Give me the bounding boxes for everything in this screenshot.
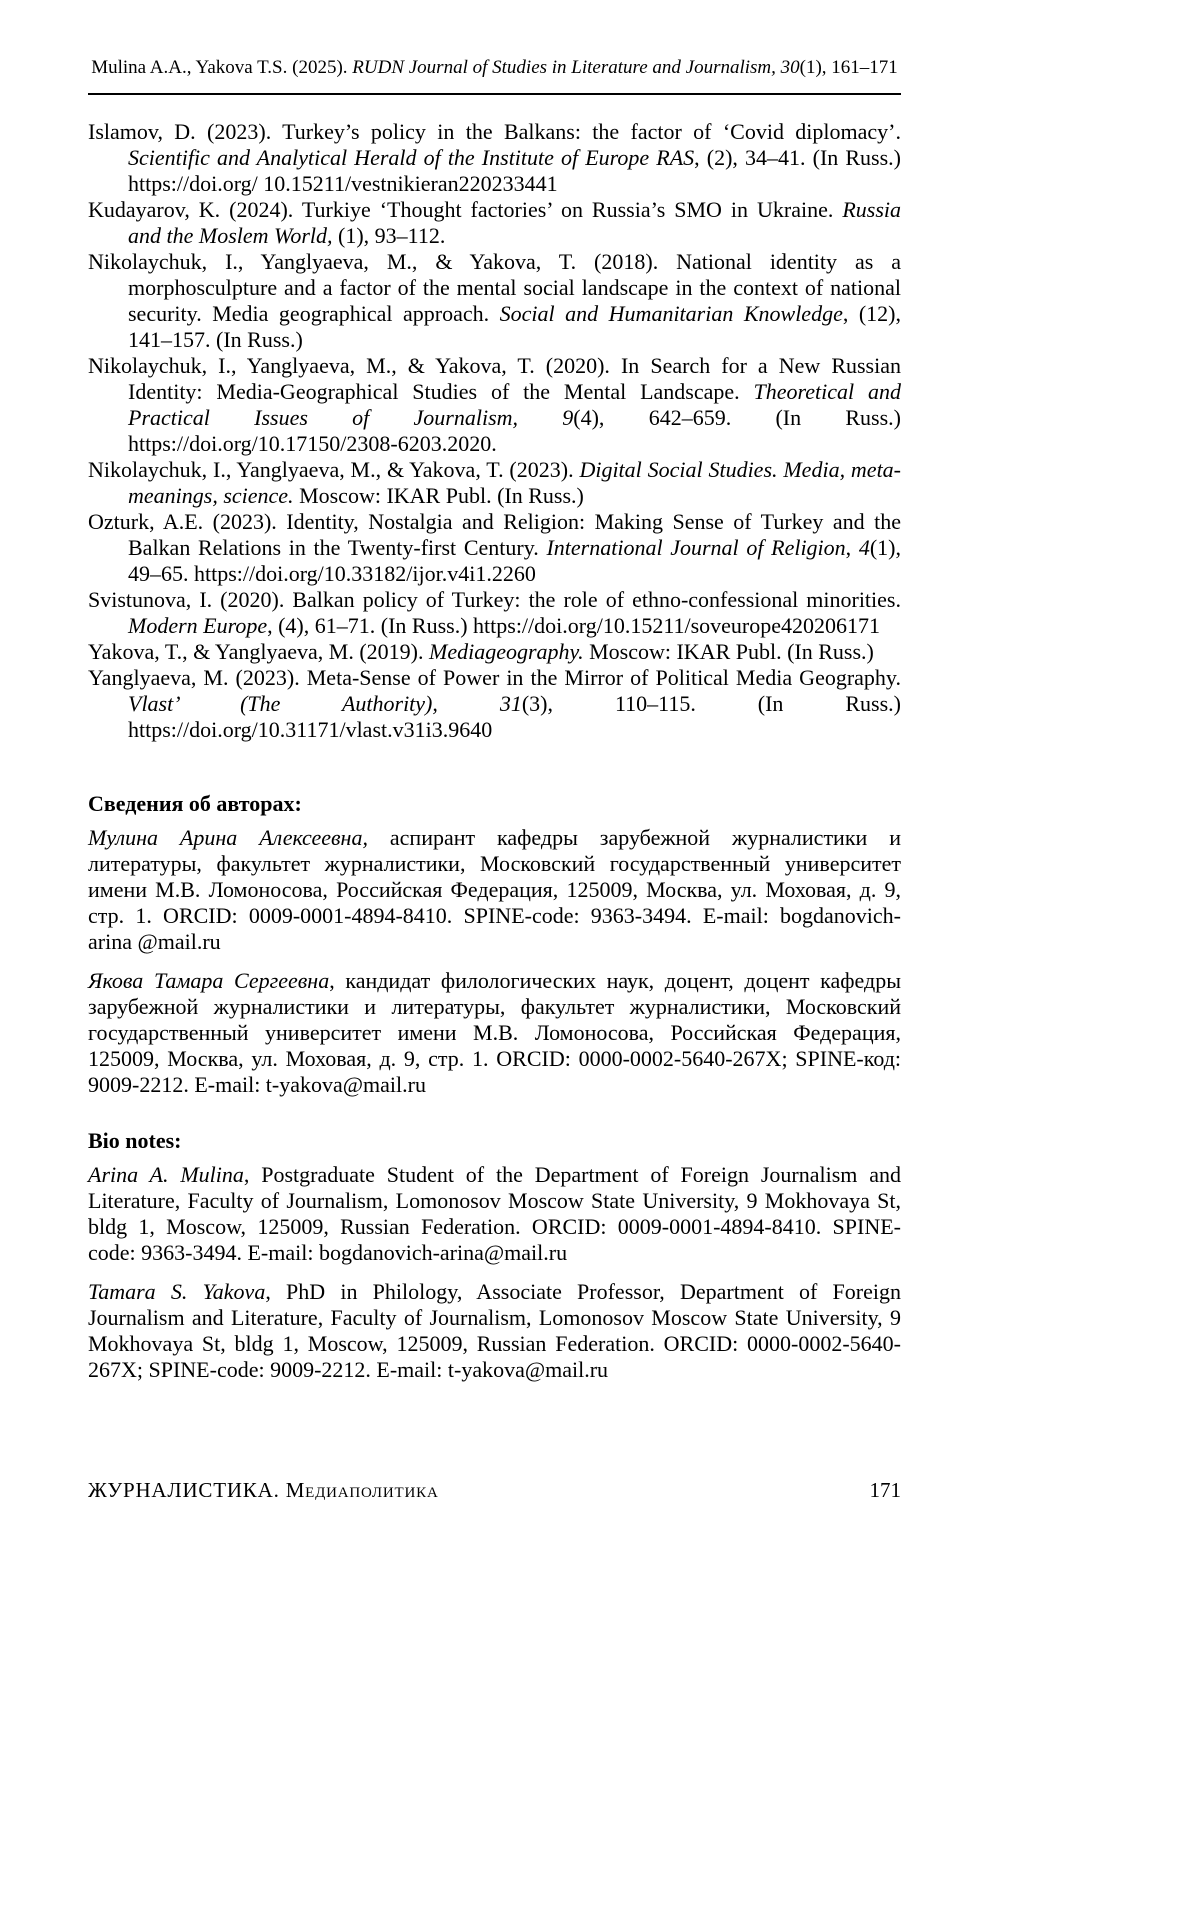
running-head-citation: Mulina A.A., Yakova T.S. (2025). RUDN Journal of Studies in Literature and Journalism, 30(1), 161–171	[91, 57, 898, 78]
header-rule	[88, 93, 901, 95]
footer-section-title	[88, 1478, 439, 1503]
reference-entry: Yakova, T., & Yanglyaeva, M. (2019). Mediageography. Moscow: IKAR Publ. (In Russ.)	[88, 639, 874, 664]
footer-section-title-sub: Медиаполитика	[285, 1478, 439, 1502]
authors-info-ru-section	[88, 791, 901, 1098]
reference-entry: Kudayarov, K. (2024). Turkiye ‘Thought factories’ on Russia’s SMO in Ukraine. Russia and the Moslem World, (1), 93–112.	[88, 197, 901, 248]
reference-entry: Svistunova, I. (2020). Balkan policy of Turkey: the role of ethno-confessional minorities. Modern Europe, (4), 61–71. (In Russ.) https://doi.org/10.15211/soveurope420206171	[88, 587, 901, 638]
bio-notes-heading: Bio notes:	[88, 1128, 182, 1153]
reference-entry: Nikolaychuk, I., Yanglyaeva, M., & Yakova, T. (2023). Digital Social Studies. Media, meta-meanings, science. Moscow: IKAR Publ. (In Russ.)	[88, 457, 902, 508]
page-content	[88, 56, 901, 1383]
page-footer	[88, 1478, 901, 1503]
reference-entry: Nikolaychuk, I., Yanglyaeva, M., & Yakova, T. (2018). National identity as a morphosculpture and a factor of the mental social landscape in the context of national security. Media geographical approach. Social and Humanitarian Knowledge, (12), 141–157. (In Russ.)	[88, 249, 901, 352]
footer-section-title-main: ЖУРНАЛИСТИКА.	[88, 1478, 286, 1502]
reference-entry: Nikolaychuk, I., Yanglyaeva, M., & Yakova, T. (2020). In Search for a New Russian Identity: Media-Geographical Studies of the Mental Landscape. Theoretical and Practical Issues of Journalism, 9(4), 642–659. (In Russ.) https://doi.org/10.17150/2308-6203.2020.	[88, 353, 901, 456]
authors-info-heading: Сведения об авторах:	[88, 791, 302, 816]
author-bio-en-yakova: Tamara S. Yakova, PhD in Philology, Associate Professor, Department of Foreign Journalism and Literature, Faculty of Journalism, Lomonosov Moscow State University, 9 Mokhovaya St, bldg 1, Moscow, 125009, Russian Federation. ORCID: 0000-0002-5640-267X; SPINE-code: 9009-2212. E-mail: t-yakova@mail.ru	[88, 1279, 901, 1382]
reference-entry: Yanglyaeva, M. (2023). Meta-Sense of Power in the Mirror of Political Media Geography. Vlast’ (The Authority), 31(3), 110–115. (In Russ.) https://doi.org/10.31171/vlast.v31i3.9640	[88, 665, 902, 742]
references-section	[88, 119, 901, 743]
author-bio-ru-mulina: Мулина Арина Алексеевна, аспирант кафедры зарубежной журналистики и литературы, факультет журналистики, Московский государственный университет имени М.В. Ломоносова, Российская Федерация, 125009, Москва, ул. Моховая, д. 9, стр. 1. ORCID: 0009-0001-4894-8410. SPINE-code: 9363-3494. E-mail: bogdanovich-arina @mail.ru	[88, 825, 901, 954]
author-bio-en-mulina: Arina A. Mulina, Postgraduate Student of the Department of Foreign Journalism and Literature, Faculty of Journalism, Lomonosov Moscow State University, 9 Mokhovaya St, bldg 1, Moscow, 125009, Russian Federation. ORCID: 0009-0001-4894-8410. SPINE-code: 9363-3494. E-mail: bogdanovich-arina@mail.ru	[88, 1162, 901, 1265]
reference-entry: Ozturk, A.E. (2023). Identity, Nostalgia and Religion: Making Sense of Turkey and the Balkan Relations in the Twenty-first Century. International Journal of Religion, 4(1), 49–65. https://doi.org/10.33182/ijor.v4i1.2260	[88, 509, 902, 586]
running-head	[88, 56, 901, 95]
bio-notes-section	[88, 1128, 901, 1383]
page-number: 171	[869, 1478, 901, 1502]
reference-entry: Islamov, D. (2023). Turkey’s policy in the Balkans: the factor of ‘Covid diplomacy’. Scientific and Analytical Herald of the Institute of Europe RAS, (2), 34–41. (In Russ.) https://doi.org/ 10.15211/vestnikieran220233441	[88, 119, 901, 196]
author-bio-ru-yakova: Якова Тамара Сергеевна, кандидат филологических наук, доцент, доцент кафедры зарубежной журналистики и литературы, факультет журналистики, Московский государственный университет имени М.В. Ломоносова, Российская Федерация, 125009, Москва, ул. Моховая, д. 9, стр. 1. ORCID: 0000-0002-5640-267X; SPINE-код: 9009-2212. E-mail: t-yakova@mail.ru	[88, 968, 901, 1097]
